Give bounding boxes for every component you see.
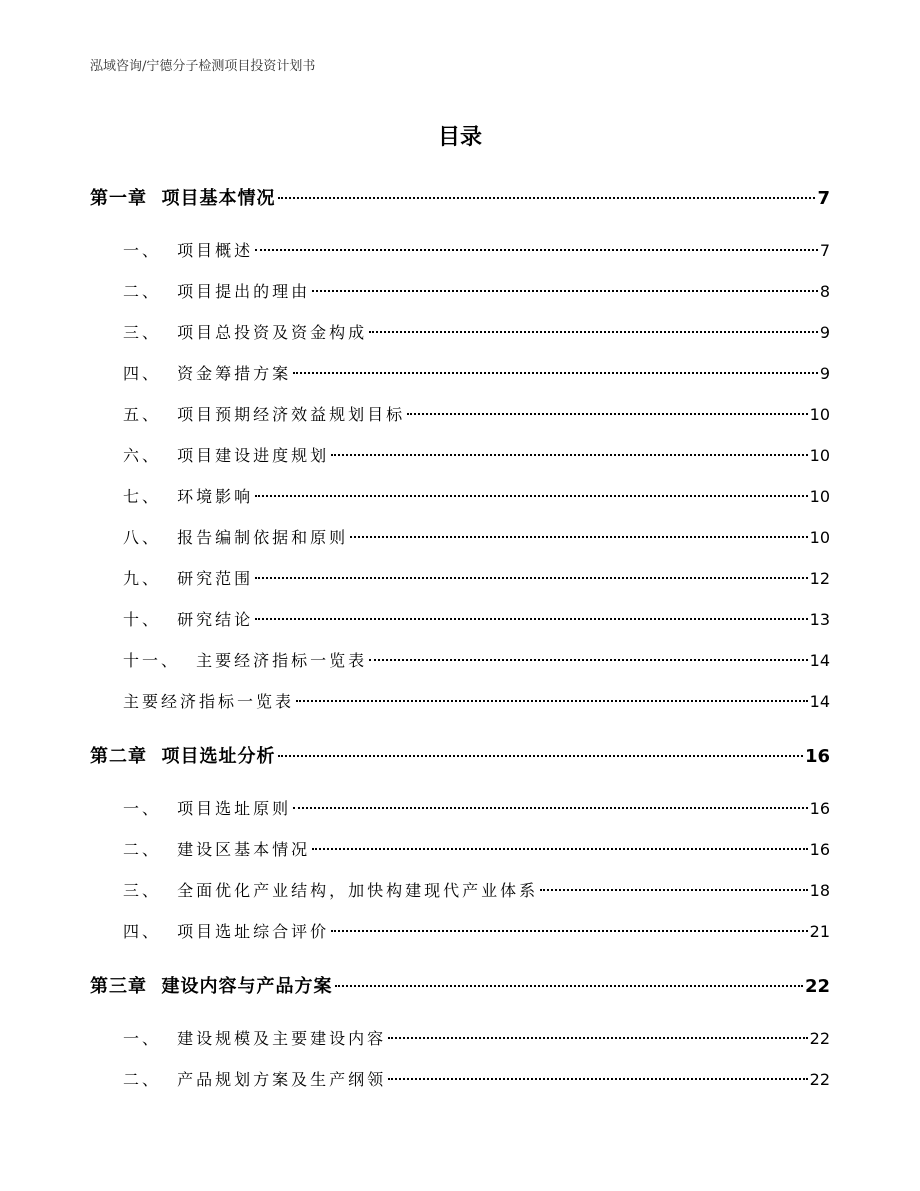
toc-chapter-entry[interactable] bbox=[90, 964, 830, 1010]
toc-chapter-entry[interactable] bbox=[90, 734, 830, 780]
dot-leader bbox=[331, 930, 807, 932]
toc-page-number: 10 bbox=[809, 528, 830, 547]
dot-leader bbox=[388, 1078, 807, 1080]
toc-entry-label: 九、 研究范围 bbox=[123, 569, 254, 588]
toc-section-entry[interactable] bbox=[90, 230, 830, 271]
toc-page-number: 16 bbox=[809, 840, 830, 859]
dot-leader bbox=[293, 372, 818, 374]
toc-entry-label: 三、 项目总投资及资金构成 bbox=[123, 323, 368, 342]
table-of-contents bbox=[90, 176, 830, 1100]
toc-entry-label: 四、 资金筹措方案 bbox=[123, 364, 292, 383]
dot-leader bbox=[335, 985, 803, 987]
toc-entry-label: 十、 研究结论 bbox=[123, 610, 254, 629]
toc-page-number: 13 bbox=[809, 610, 830, 629]
toc-entry-label: 第三章 建设内容与产品方案 bbox=[90, 976, 333, 997]
toc-section-entry[interactable] bbox=[90, 640, 830, 681]
toc-section-entry[interactable] bbox=[90, 558, 830, 599]
toc-title: 目录 bbox=[437, 125, 482, 150]
toc-section-entry[interactable] bbox=[90, 312, 830, 353]
dot-leader bbox=[293, 807, 807, 809]
dot-leader bbox=[255, 249, 818, 251]
dot-leader bbox=[369, 331, 818, 333]
toc-entry-label: 七、 环境影响 bbox=[123, 487, 254, 506]
toc-page-number: 9 bbox=[819, 323, 830, 342]
toc-section-entry[interactable] bbox=[90, 476, 830, 517]
dot-leader bbox=[255, 618, 807, 620]
toc-entry-label: 五、 项目预期经济效益规划目标 bbox=[123, 405, 406, 424]
document-header: 泓域咨询/宁德分子检测项目投资计划书 bbox=[90, 59, 316, 74]
toc-page-number: 18 bbox=[809, 881, 830, 900]
dot-leader bbox=[407, 413, 807, 415]
dot-leader bbox=[331, 454, 807, 456]
toc-page-number: 21 bbox=[809, 922, 830, 941]
toc-section-entry[interactable] bbox=[90, 1059, 830, 1100]
toc-page-number: 22 bbox=[809, 1070, 830, 1089]
toc-entry-label: 六、 项目建设进度规划 bbox=[123, 446, 330, 465]
dot-leader bbox=[278, 197, 816, 199]
dot-leader bbox=[296, 700, 808, 702]
toc-page-number: 14 bbox=[809, 692, 830, 711]
toc-page-number: 10 bbox=[809, 487, 830, 506]
toc-page-number: 16 bbox=[804, 746, 830, 767]
toc-page-number: 22 bbox=[804, 976, 830, 997]
toc-section-entry[interactable] bbox=[90, 911, 830, 952]
toc-page-number: 22 bbox=[809, 1029, 830, 1048]
toc-chapter-entry[interactable] bbox=[90, 176, 830, 222]
dot-leader bbox=[312, 290, 818, 292]
toc-section-entry[interactable] bbox=[90, 271, 830, 312]
toc-section-entry[interactable] bbox=[90, 435, 830, 476]
toc-page-number: 9 bbox=[819, 364, 830, 383]
toc-section-entry[interactable] bbox=[90, 870, 830, 911]
dot-leader bbox=[540, 889, 807, 891]
toc-entry-label: 一、 项目选址原则 bbox=[123, 799, 292, 818]
toc-page-number: 16 bbox=[809, 799, 830, 818]
toc-entry-label: 三、 全面优化产业结构，加快构建现代产业体系 bbox=[123, 881, 539, 900]
toc-section-entry[interactable] bbox=[90, 788, 830, 829]
dot-leader bbox=[255, 577, 807, 579]
toc-section-entry[interactable] bbox=[90, 1018, 830, 1059]
toc-section-entry[interactable] bbox=[90, 353, 830, 394]
toc-section-entry[interactable] bbox=[90, 829, 830, 870]
toc-page-number: 12 bbox=[809, 569, 830, 588]
toc-entry-label: 二、 产品规划方案及生产纲领 bbox=[123, 1070, 387, 1089]
toc-section-entry[interactable] bbox=[90, 681, 830, 722]
dot-leader bbox=[255, 495, 807, 497]
toc-entry-label: 一、 建设规模及主要建设内容 bbox=[123, 1029, 387, 1048]
toc-page-number: 10 bbox=[809, 446, 830, 465]
toc-section-entry[interactable] bbox=[90, 599, 830, 640]
toc-section-entry[interactable] bbox=[90, 394, 830, 435]
toc-page-number: 7 bbox=[817, 188, 830, 209]
toc-entry-label: 八、 报告编制依据和原则 bbox=[123, 528, 349, 547]
toc-page-number: 10 bbox=[809, 405, 830, 424]
toc-page-number: 14 bbox=[809, 651, 830, 670]
toc-entry-label: 第二章 项目选址分析 bbox=[90, 746, 276, 767]
toc-entry-label: 二、 建设区基本情况 bbox=[123, 840, 311, 859]
dot-leader bbox=[278, 755, 803, 757]
toc-page-number: 8 bbox=[819, 282, 830, 301]
toc-entry-label: 第一章 项目基本情况 bbox=[90, 188, 276, 209]
toc-page-number: 7 bbox=[819, 241, 830, 260]
dot-leader bbox=[350, 536, 807, 538]
toc-entry-label: 十一、 主要经济指标一览表 bbox=[123, 651, 368, 670]
dot-leader bbox=[369, 659, 807, 661]
dot-leader bbox=[388, 1037, 807, 1039]
toc-entry-label: 主要经济指标一览表 bbox=[123, 692, 295, 711]
toc-section-entry[interactable] bbox=[90, 517, 830, 558]
toc-entry-label: 二、 项目提出的理由 bbox=[123, 282, 311, 301]
dot-leader bbox=[312, 848, 807, 850]
toc-entry-label: 四、 项目选址综合评价 bbox=[123, 922, 330, 941]
toc-entry-label: 一、 项目概述 bbox=[123, 241, 254, 260]
